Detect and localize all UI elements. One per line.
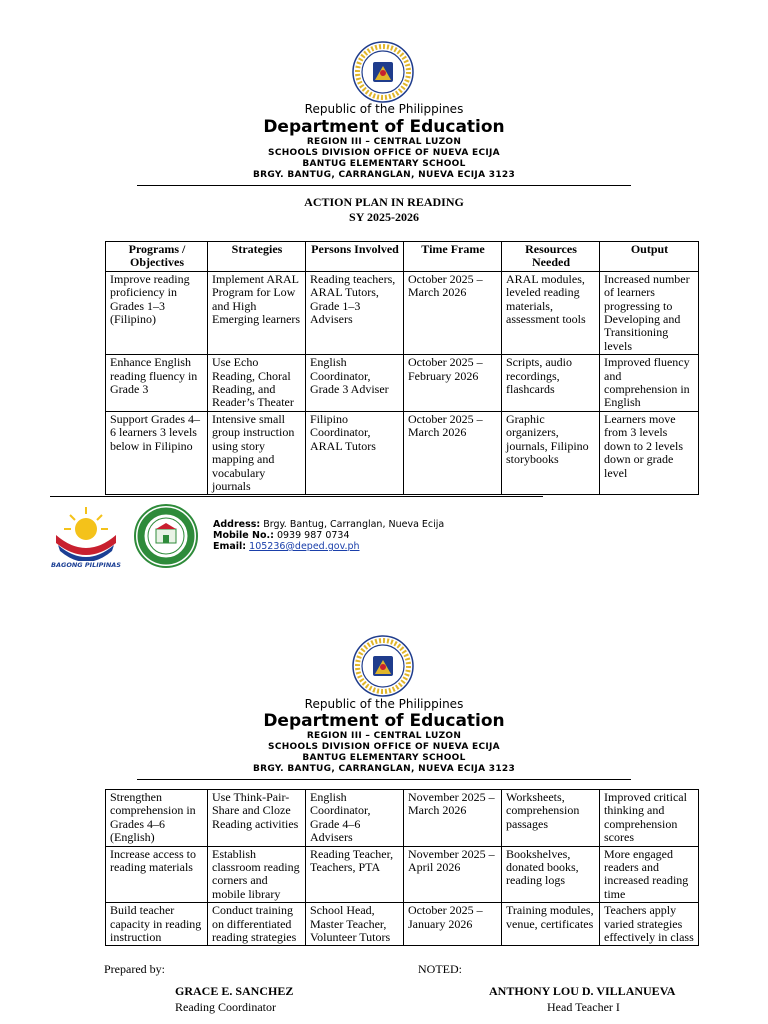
table-cell: Use Echo Reading, Choral Reading, and Reader’s Theater [208, 355, 306, 412]
table-cell: More engaged readers and increased reading time [600, 846, 699, 903]
school-address-text-2: BRGY. BANTUG, CARRANGLAN, NUEVA ECIJA 3123 [252, 764, 516, 774]
table-cell: November 2025 – March 2026 [404, 790, 502, 847]
deped-seal-top [351, 40, 415, 104]
table-cell: Filipino Coordinator, ARAL Tutors [306, 411, 404, 494]
table-cell: Support Grades 4–6 learners 3 levels below in Filipino [106, 411, 208, 494]
plan-title: ACTION PLAN IN READING [304, 195, 464, 209]
address-value: Brgy. Bantug, Carranglan, Nueva Ecija [263, 519, 445, 530]
school-year: SY 2025-2026 [349, 210, 419, 224]
table-cell: October 2025 – January 2026 [404, 903, 502, 946]
table-row [106, 271, 699, 354]
department-title-2: Department of Education [263, 711, 505, 731]
school-text: BANTUG ELEMENTARY SCHOOL [302, 159, 466, 169]
school-logo [134, 504, 198, 568]
bagong-pilipinas-logo [50, 503, 122, 571]
republic-text: Republic of the Philippines [304, 102, 464, 116]
deped-seal-second [351, 634, 415, 698]
school-address-text: BRGY. BANTUG, CARRANGLAN, NUEVA ECIJA 3123 [252, 170, 516, 180]
table-cell: Improved fluency and comprehension in English [600, 355, 699, 412]
prepared-by-title: Reading Coordinator [175, 1000, 276, 1014]
email-label: Email: [213, 541, 247, 552]
table-header-row [106, 242, 699, 272]
table-cell: Reading Teacher, Teachers, PTA [306, 846, 404, 903]
table-cell: Build teacher capacity in reading instruction [106, 903, 208, 946]
department-title: Department of Education [263, 117, 505, 137]
table-cell: Establish classroom reading corners and mobile library [208, 846, 306, 903]
header-divider [137, 185, 631, 186]
table-cell: Reading teachers, ARAL Tutors, Grade 1–3 Advisers [306, 271, 404, 354]
noted-by-name: ANTHONY LOU D. VILLANUEVA [489, 984, 676, 998]
table-cell: English Coordinator, Grade 4–6 Advisers [306, 790, 404, 847]
republic-text-2: Republic of the Philippines [304, 697, 464, 711]
footer-divider [50, 496, 543, 497]
table-row [106, 846, 699, 903]
table-cell: Scripts, audio recordings, flashcards [502, 355, 600, 412]
region-text-2: REGION III – CENTRAL LUZON [306, 731, 462, 741]
address-label: Address: [213, 519, 261, 530]
footer-email [213, 541, 360, 552]
table-row [106, 355, 699, 412]
table-cell: English Coordinator, Grade 3 Adviser [306, 355, 404, 412]
table-cell: Intensive small group instruction using story mapping and vocabulary journals [208, 411, 306, 494]
footer-address [213, 519, 444, 530]
table-cell: Improved critical thinking and comprehension scores [600, 790, 699, 847]
table-cell: Bookshelves, donated books, reading logs [502, 846, 600, 903]
region-text: REGION III – CENTRAL LUZON [306, 137, 462, 147]
division-text: SCHOOLS DIVISION OFFICE OF NUEVA ECIJA [268, 148, 500, 158]
col-header-strategies: Strategies [208, 242, 306, 272]
action-plan-table-page1 [105, 241, 699, 495]
table-row [106, 411, 699, 494]
noted-by-title: Head Teacher I [547, 1000, 620, 1014]
col-header-timeframe: Time Frame [404, 242, 502, 272]
table-cell: November 2025 – April 2026 [404, 846, 502, 903]
header-divider-2 [137, 779, 631, 780]
table-cell: Use Think-Pair-Share and Cloze Reading activities [208, 790, 306, 847]
action-plan-table-page2 [105, 789, 699, 946]
table-cell: Conduct training on differentiated reading strategies [208, 903, 306, 946]
mobile-value: 0939 987 0734 [276, 530, 350, 541]
table-cell: Graphic organizers, journals, Filipino storybooks [502, 411, 600, 494]
bagong-pilipinas-text: BAGONG PILIPINAS [51, 561, 121, 569]
footer-mobile [213, 530, 350, 541]
noted-label: NOTED: [418, 962, 462, 976]
table-cell: Teachers apply varied strategies effectively in class [600, 903, 699, 946]
table-cell: Improve reading proficiency in Grades 1–3 (Filipino) [106, 271, 208, 354]
table-row [106, 790, 699, 847]
prepared-by-label: Prepared by: [104, 962, 165, 976]
table-cell: School Head, Master Teacher, Volunteer Tutors [306, 903, 404, 946]
table-row [106, 903, 699, 946]
table-cell: Implement ARAL Program for Low and High Emerging learners [208, 271, 306, 354]
email-link[interactable]: 105236@deped.gov.ph [249, 541, 360, 552]
table-cell: Strengthen comprehension in Grades 4–6 (English) [106, 790, 208, 847]
table-cell: Enhance English reading fluency in Grade 3 [106, 355, 208, 412]
school-text-2: BANTUG ELEMENTARY SCHOOL [302, 753, 466, 763]
table-cell: ARAL modules, leveled reading materials, assessment tools [502, 271, 600, 354]
prepared-by-name: GRACE E. SANCHEZ [175, 984, 294, 998]
table-cell: October 2025 – March 2026 [404, 271, 502, 354]
table-cell: October 2025 – February 2026 [404, 355, 502, 412]
table-cell: Increase access to reading materials [106, 846, 208, 903]
table-cell: Training modules, venue, certificates [502, 903, 600, 946]
table-cell: Learners move from 3 levels down to 2 levels down or grade level [600, 411, 699, 494]
table-cell: October 2025 – March 2026 [404, 411, 502, 494]
col-header-programs: Programs / Objectives [106, 242, 208, 272]
col-header-persons: Persons Involved [306, 242, 404, 272]
col-header-output: Output [600, 242, 699, 272]
col-header-resources: Resources Needed [502, 242, 600, 272]
mobile-label: Mobile No.: [213, 530, 274, 541]
table-cell: Worksheets, comprehension passages [502, 790, 600, 847]
division-text-2: SCHOOLS DIVISION OFFICE OF NUEVA ECIJA [268, 742, 500, 752]
table-cell: Increased number of learners progressing to Developing and Transitioning levels [600, 271, 699, 354]
